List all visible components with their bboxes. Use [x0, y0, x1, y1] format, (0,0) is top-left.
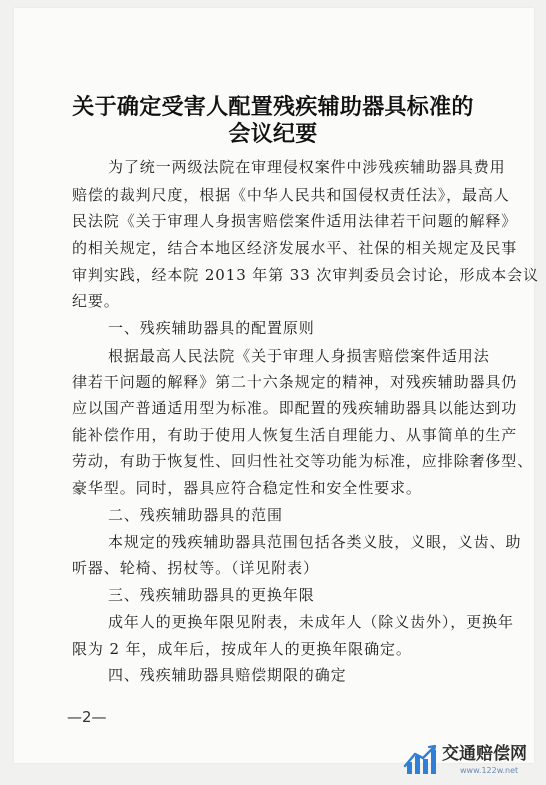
body-line: 听器、轮椅、拐杖等。（详见附表）: [72, 559, 319, 577]
section-heading-4: 四、残疾辅助器具赔偿期限的确定: [108, 666, 347, 684]
document-title-line-2: 会议纪要: [228, 122, 318, 147]
body-line: 劳动，有助于恢复性、回归性社交等功能为标准，应排除奢侈型、: [72, 452, 534, 470]
watermark-site-url: www.122w.net: [460, 766, 519, 775]
body-line: 豪华型。同时，器具应符合稳定性和安全性要求。: [72, 479, 422, 497]
body-line: 为了统一两级法院在审理侵权案件中涉残疾辅助器具费用: [108, 158, 506, 176]
body-line: 纪要。: [72, 292, 120, 310]
page-number: —2—: [67, 708, 107, 726]
body-line: 审判实践，经本院 2013 年第 33 次审判委员会讨论，形成本会议: [72, 266, 539, 284]
body-line: 的相关规定，结合本地区经济发展水平、社保的相关规定及民事: [72, 239, 518, 257]
site-watermark: [402, 742, 542, 782]
body-line: 律若干问题的解释》第二十六条规定的精神，对残疾辅助器具仍: [72, 373, 518, 391]
section-heading-1: 一、残疾辅助器具的配置原则: [108, 319, 315, 337]
body-line: 根据最高人民法院《关于审理人身损害赔偿案件适用法: [108, 347, 490, 365]
section-heading-2: 二、残疾辅助器具的范围: [108, 506, 283, 524]
body-line: 成年人的更换年限见附表，未成年人（除义齿外），更换年: [108, 613, 514, 631]
body-line: 赔偿的裁判尺度，根据《中华人民共和国侵权责任法》，最高人: [72, 186, 510, 204]
watermark-site-name: 交通赔偿网: [442, 744, 527, 764]
body-line: 本规定的残疾辅助器具范围包括各类义肢，义眼，义齿、助: [108, 533, 522, 551]
trending-chart-logo-icon: [402, 744, 438, 776]
document-title-line-1: 关于确定受害人配置残疾辅助器具标准的: [72, 95, 474, 120]
section-heading-3: 三、残疾辅助器具的更换年限: [108, 586, 315, 604]
body-line: 能补偿作用，有助于使用人恢复生活自理能力、从事简单的生产: [72, 426, 518, 444]
body-line: 限为 2 年，成年后，按成年人的更换年限确定。: [72, 640, 412, 658]
body-line: 应以国产普通适用型为标准。即配置的残疾辅助器具以能达到功: [72, 399, 518, 417]
body-line: 民法院《关于审理人身损害赔偿案件适用法律若干问题的解释》: [72, 212, 518, 230]
